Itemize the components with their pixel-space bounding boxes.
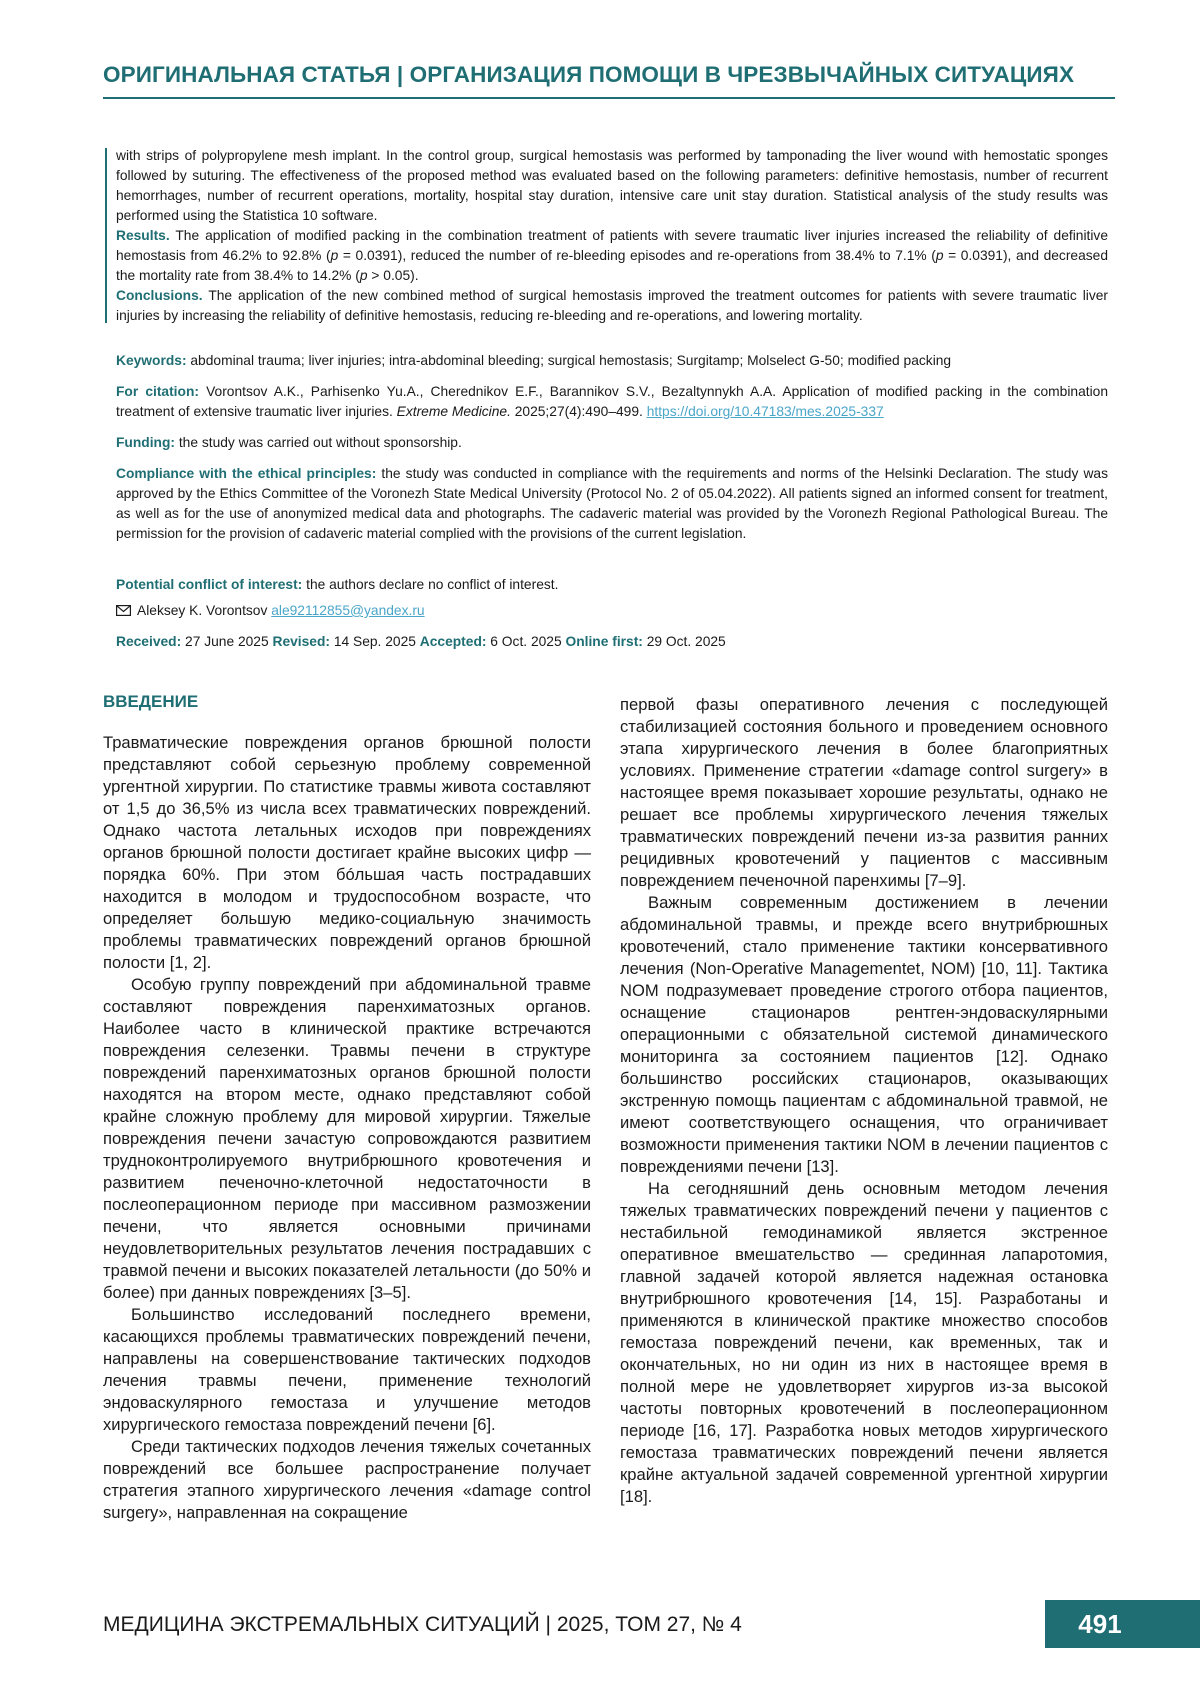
ethics-text: the study was conducted in compliance with the requirements and norms of the Helsinki Declaration. The study was approved by the Ethics Committee of the Voronezh State Medical University (Protocol No. 2 of 05.04.2022). All patients signed an informed consent for treatment, as well as for the use of anonymized medical data and photographs. The cadaveric material was provided by the Voronezh Regional Pathological Bureau. The permission for the provision of cadaveric material complied with the provisions of the current legislation. <box>116 466 1108 541</box>
paragraph: Большинство исследований последнего времени, касающихся проблемы травматических повреждений печени, направлены на совершенствование тактических подходов лечения травмы печени, применение технологий эндоваскулярного гемостаза и улучшение методов хирургического гемостаза повреждений печени [6]. <box>103 1305 591 1434</box>
body-column-right <box>620 694 1108 1508</box>
page-number-box <box>1045 1600 1200 1648</box>
citation <box>116 382 1108 422</box>
paragraph: Особую группу повреждений при абдоминальной травме составляют повреждения паренхиматозных органов. Наиболее часто в клинической практике встречаются повреждения селезенки. Травмы печени в структуре повреждений паренхиматозных органов брюшной полости находятся на втором месте, однако представляют собой крайне сложную проблему для мировой хирургии. Тяжелые повреждения печени зачастую сопровождаются развитием трудноконтролируемого внутрибрюшного кровотечения и развитием печеночно-клеточной недостаточности в послеоперационном периоде при массивном размозжении печени, что является основными причинами неудовлетворительных результатов лечения пострадавших с травмой печени и высоких показателей летальности (до 50% и более) при данных повреждениях [3–5]. <box>103 975 591 1302</box>
revised-date: 14 Sep. 2025 <box>330 634 420 649</box>
funding-text: the study was carried out without sponsorship. <box>175 435 462 450</box>
running-header: ОРИГИНАЛЬНАЯ СТАТЬЯ | ОРГАНИЗАЦИЯ ПОМОЩИ В ЧРЕЗВЫЧАЙНЫХ СИТУАЦИЯХ <box>103 62 1075 87</box>
ethics-label: Compliance with the ethical principles: <box>116 466 377 481</box>
citation-journal: Extreme Medicine. <box>396 404 511 419</box>
funding <box>116 433 1108 453</box>
section-heading-introduction: ВВЕДЕНИЕ <box>103 692 199 711</box>
paragraph: первой фазы оперативного лечения с последующей стабилизацией состояния больного и проведением основного этапа хирургического лечения в более благоприятных условиях. Применение стратегии «damage control surgery» в настоящее время показывает хорошие результаты, однако не решает все проблемы хирургического лечения тяжелых травматических повреждений печени из-за развития ранних рецидивных кровотечений у пациентов с массивным повреждением печеночной паренхимы [7–9]. <box>620 695 1108 890</box>
revised-label: Revised: <box>272 634 330 649</box>
header-rule <box>103 97 1115 99</box>
abstract-side-bar <box>105 148 107 323</box>
body-column-left <box>103 732 591 1524</box>
results-text-a: The application of modified packing in the combination treatment of patients with severe traumatic liver injuries increased the reliability of definitive hemostasis from 46.2% to 92.8% ( <box>116 228 1108 263</box>
online-first-date: 29 Oct. 2025 <box>642 634 726 649</box>
conclusions-label: Conclusions. <box>116 288 203 303</box>
corresponding-author <box>116 601 1108 621</box>
page-number: 491 <box>1078 1609 1122 1639</box>
citation-label: For citation: <box>116 384 199 399</box>
p-symbol: p <box>330 248 339 263</box>
p-symbol: p <box>359 268 368 283</box>
doi-link[interactable]: https://doi.org/10.47183/mes.2025-337 <box>646 404 884 419</box>
abstract-block <box>116 146 1108 326</box>
envelope-icon <box>116 605 131 616</box>
received-label: Received: <box>116 634 182 649</box>
footer-journal-name: МЕДИЦИНА ЭКСТРЕМАЛЬНЫХ СИТУАЦИЙ | 2025, ТОМ 27, № 4 <box>103 1613 742 1636</box>
results-label: Results. <box>116 228 170 243</box>
citation-text: Vorontsov A.K., Parhisenko Yu.A., Cherednikov E.F., Barannikov S.V., Bezaltynnykh A.A. Application of modified packing in the combination treatment of extensive traumatic liver injuries. <box>116 384 1109 419</box>
online-first-label: Online first: <box>565 634 643 649</box>
conflict-text: the authors declare no conflict of interest. <box>302 577 559 592</box>
received-date: 27 June 2025 <box>181 634 273 649</box>
paragraph: Среди тактических подходов лечения тяжелых сочетанных повреждений все большее распространение получает стратегия этапного хирургического лечения «damage control surgery», направленная на сокращение <box>103 1437 591 1522</box>
paragraph: Важным современным достижением в лечении абдоминальной травмы, и прежде всего внутрибрюшных кровотечений, стало применение тактики консервативного лечения (Non-Operative Managementet, NOM) [10, 11]. Тактика NOM подразумевает проведение строгого отбора пациентов, оснащение стационаров рентген-эндоваскулярными операционными с обязательной системой динамического мониторинга за состоянием пациентов [12]. Однако большинство российских стационаров, оказывающих экстренную помощь пациентам с абдоминальной травмой, не имеют соответствующего оснащения, что ограничивает возможности применения тактики NOM в лечении пациентов с повреждениями печени [13]. <box>620 893 1108 1176</box>
accepted-label: Accepted: <box>419 634 487 649</box>
abstract-methods-text: with strips of polypropylene mesh implant. In the control group, surgical hemostasis was performed by tamponading the liver wound with hemostatic sponges followed by suturing. The effectiveness of the proposed method was evaluated based on the following parameters: definitive hemostasis, number of recurrent hemorrhages, number of recurrent operations, mortality, hospital stay duration, intensive care unit stay duration. Statistical analysis of the study results was performed using the Statistica 10 software. <box>116 148 1108 223</box>
results-text-c: = 0.0391), and decreased the mortality rate from 38.4% to 14.2% ( <box>116 248 1109 283</box>
results-text-b: = 0.0391), reduced the number of re-bleeding episodes and re-operations from 38.4% to 7.1% ( <box>338 248 936 263</box>
keywords <box>116 351 1108 371</box>
funding-label: Funding: <box>116 435 175 450</box>
contact-name: Aleksey K. Vorontsov <box>137 603 268 618</box>
contact-email-link[interactable]: ale92112855@yandex.ru <box>271 603 425 618</box>
conflict-of-interest <box>116 575 1108 595</box>
paragraph: На сегодняшний день основным методом лечения тяжелых травматических повреждений печени у пациентов с нестабильной гемодинамикой является экстренное оперативное вмешательство — срединная лапаротомия, главной задачей которой является надежная остановка внутрибрюшного кровотечения [14, 15]. Разработаны и применяются в клинической практике множество способов гемостаза повреждений печени, как временных, так и окончательных, но ни один из них в настоящее время в полной мере не удовлетворяет хирургов из-за высокой частоты повторных кровотечений в послеоперационном периоде [16, 17]. Разработка новых методов хирургического гемостаза травматических повреждений печени является крайне актуальной задачей современной ургентной хирургии [18]. <box>620 1179 1108 1506</box>
ethics <box>116 464 1108 544</box>
accepted-date: 6 Oct. 2025 <box>486 634 566 649</box>
conflict-label: Potential conflict of interest: <box>116 577 303 592</box>
article-dates <box>116 632 1108 652</box>
results-text-d: > 0.05). <box>367 268 419 283</box>
paragraph: Травматические повреждения органов брюшной полости представляют собой серьезную проблему современной ургентной хирургии. По статистике травмы живота составляют от 1,5 до 36,5% из числа всех травматических повреждений. Однако частота летальных исходов при повреждениях органов брюшной полости достигает крайне высоких цифр — порядка 60%. При этом бóльшая часть пострадавших находится в молодом и трудоспособном возрасте, что определяет большую медико-социальную значимость проблемы травматических повреждений органов брюшной полости [1, 2]. <box>103 733 591 972</box>
conclusions-text: The application of the new combined method of surgical hemostasis improved the treatment outcomes for patients with severe traumatic liver injuries by increasing the reliability of definitive hemostasis, reducing re-bleeding and re-operations, and lowering mortality. <box>116 288 1108 323</box>
keywords-label: Keywords: <box>116 353 187 368</box>
keywords-text: abdominal trauma; liver injuries; intra-abdominal bleeding; surgical hemostasis; Surgitamp; Molselect G-50; modified packing <box>186 353 952 368</box>
citation-tail: 2025;27(4):490–499. <box>510 404 647 419</box>
p-symbol: p <box>935 248 944 263</box>
